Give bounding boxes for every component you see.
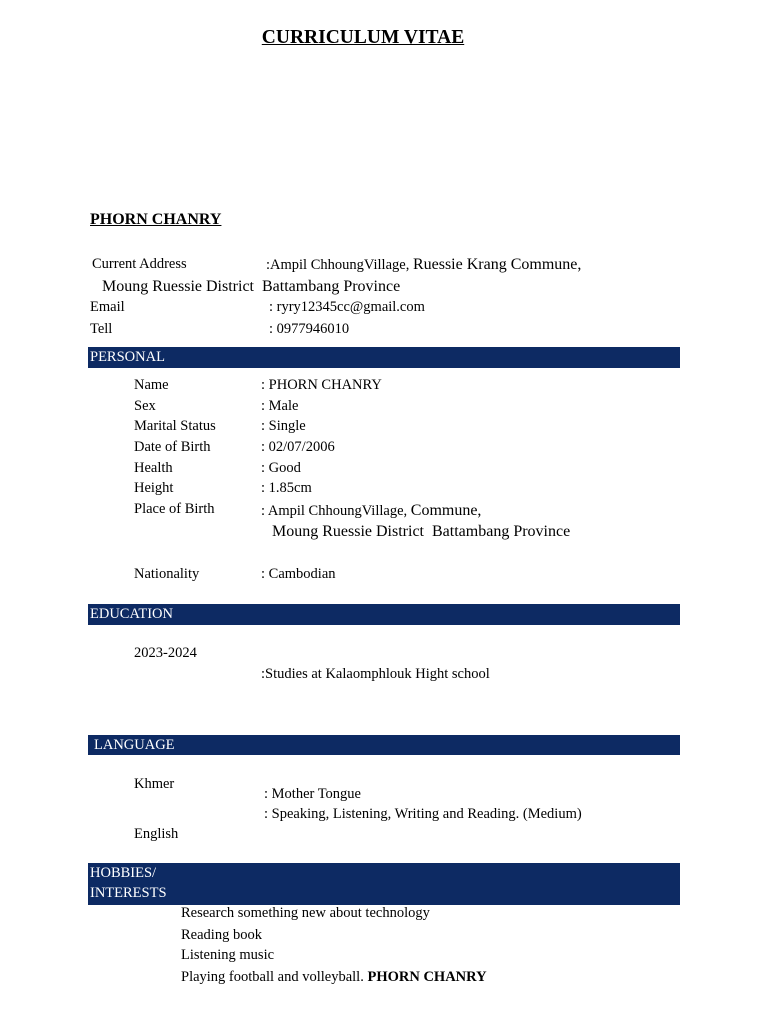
address-value [266,255,581,274]
birthplace-line-2 [272,522,570,541]
personal-label-birthplace: Place of Birth [134,501,215,517]
section-bar-education [88,604,680,625]
language-english: English [134,826,179,842]
hobby-item-text: Playing football and volleyball. [181,969,368,985]
birthplace-commune: Commune, [410,502,482,519]
personal-label-name: Name [134,377,169,393]
language-khmer-level: : Mother Tongue [264,786,361,802]
hobby-item-last [181,969,487,986]
section-title-language: LANGUAGE [94,737,175,753]
personal-value-sex: : Male [261,398,299,414]
education-school: :Studies at Kalaomphlouk Hight school [261,666,490,682]
section-title-hobbies-line2: INTERESTS [90,885,167,901]
hobby-item: Reading book [181,927,262,943]
language-english-level: : Speaking, Listening, Writing and Reading. (Medium) [264,806,582,822]
personal-value-nationality: : Cambodian [261,566,336,582]
personal-label-marital: Marital Status [134,418,216,434]
birthplace-district: Moung Ruessie District [272,523,424,540]
email-label: Email [90,299,125,315]
address-value-part1: :Ampil ChhoungVillage, [266,257,413,273]
address-district: Moung Ruessie District [102,278,254,295]
candidate-name-heading: PHORN CHANRY [90,211,222,228]
hobby-item: Research something new about technology [181,905,430,921]
document-title: CURRICULUM VITAE [261,27,465,48]
address-line-2 [102,277,400,296]
personal-value-dob: : 02/07/2006 [261,439,335,455]
birthplace-village: : Ampil ChhoungVillage, [261,503,411,519]
personal-label-health: Health [134,460,173,476]
personal-value-birthplace [261,501,481,520]
personal-value-name: : PHORN CHANRY [261,377,382,393]
section-title-education: EDUCATION [90,606,173,622]
section-bar-hobbies [88,863,680,905]
address-label: Current Address [92,256,187,272]
birthplace-province: Battambang Province [432,523,571,540]
personal-value-health: : Good [261,460,301,476]
section-title-personal: PERSONAL [90,349,165,365]
personal-label-dob: Date of Birth [134,439,211,455]
personal-value-marital: : Single [261,418,306,434]
address-province: Battambang Province [262,278,401,295]
language-khmer: Khmer [134,776,175,792]
section-bar-personal [88,347,680,368]
personal-label-sex: Sex [134,398,156,414]
address-value-part2: Ruessie Krang Commune, [412,256,582,273]
personal-label-height: Height [134,480,174,496]
section-title-hobbies-line1: HOBBIES/ [90,865,157,881]
email-value: : ryry12345cc@gmail.com [269,299,425,315]
education-years: 2023-2024 [134,645,197,661]
section-bar-language [88,735,680,755]
trailing-name: PHORN CHANRY [367,969,487,985]
personal-value-height: : 1.85cm [261,480,312,496]
personal-label-nationality: Nationality [134,566,200,582]
tel-value: : 0977946010 [269,321,350,337]
tel-label: Tell [90,321,113,337]
hobby-item: Listening music [181,947,275,963]
